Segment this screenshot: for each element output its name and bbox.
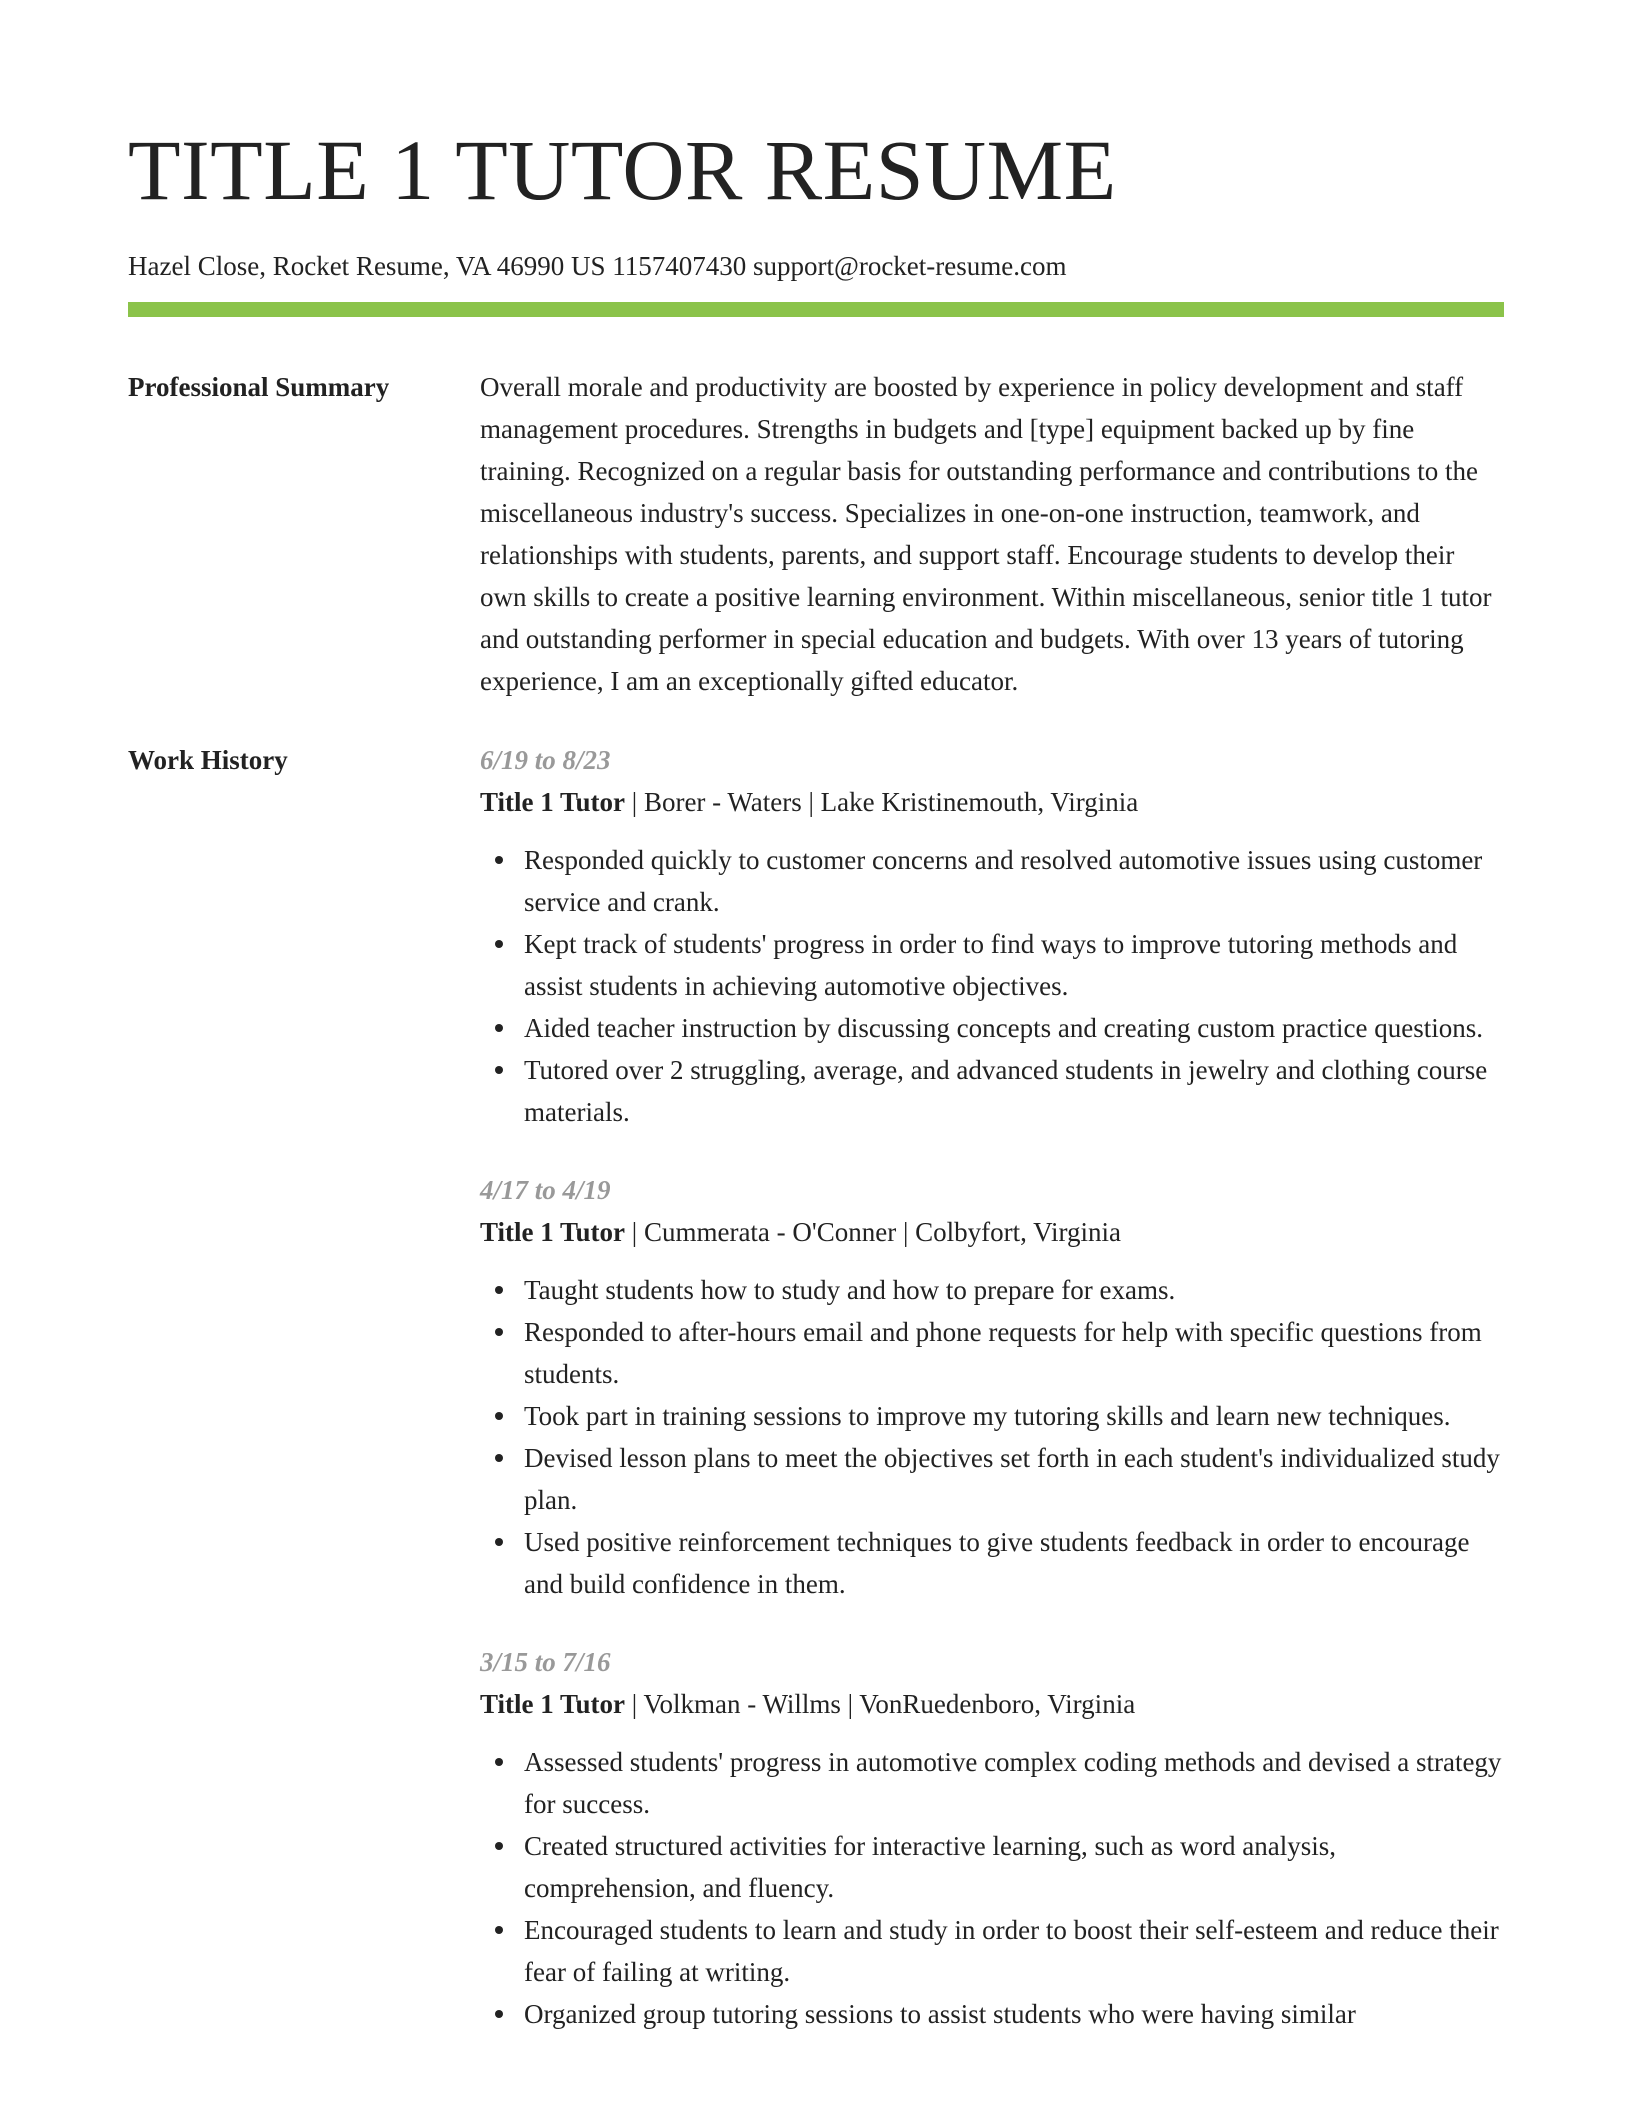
job-details: | Volkman - Willms | VonRuedenboro, Virginia <box>625 1689 1136 1719</box>
list-item: Assessed students' progress in automotive complex coding methods and devised a strategy for success. <box>524 1741 1504 1825</box>
resume-page <box>128 0 1504 2071</box>
section-content <box>480 366 1504 702</box>
job-details: | Borer - Waters | Lake Kristinemouth, Virginia <box>625 787 1139 817</box>
job-entry <box>480 1641 1504 2035</box>
resume-title: TITLE 1 TUTOR RESUME <box>128 122 1117 218</box>
professional-summary-section <box>128 366 1504 702</box>
list-item: Took part in training sessions to improve my tutoring skills and learn new techniques. <box>524 1395 1504 1437</box>
job-bullets <box>480 1269 1504 1605</box>
job-bullets <box>480 839 1504 1133</box>
section-content <box>480 739 1504 2071</box>
job-entry <box>480 1169 1504 1605</box>
job-title: Title 1 Tutor <box>480 1217 626 1247</box>
section-label: Professional Summary <box>128 372 390 402</box>
job-details: | Cummerata - O'Conner | Colbyfort, Virginia <box>625 1217 1122 1247</box>
list-item: Organized group tutoring sessions to assist students who were having similar <box>524 1993 1504 2035</box>
header-divider <box>128 302 1504 317</box>
list-item: Devised lesson plans to meet the objectives set forth in each student's individualized study plan. <box>524 1437 1504 1521</box>
list-item: Encouraged students to learn and study in order to boost their self-esteem and reduce their fear of failing at writing. <box>524 1909 1504 1993</box>
job-title: Title 1 Tutor <box>480 787 626 817</box>
job-heading <box>480 1683 1504 1725</box>
list-item: Created structured activities for interactive learning, such as word analysis, comprehension, and fluency. <box>524 1825 1504 1909</box>
job-heading <box>480 781 1504 823</box>
job-dates: 6/19 to 8/23 <box>480 745 611 775</box>
job-bullets <box>480 1741 1504 2035</box>
list-item: Kept track of students' progress in order to find ways to improve tutoring methods and assist students in achieving automotive objectives. <box>524 923 1504 1007</box>
job-title: Title 1 Tutor <box>480 1689 626 1719</box>
job-entry <box>480 739 1504 1133</box>
list-item: Taught students how to study and how to prepare for exams. <box>524 1269 1504 1311</box>
job-dates: 3/15 to 7/16 <box>480 1647 611 1677</box>
contact-line: Hazel Close, Rocket Resume, VA 46990 US 1157407430 support@rocket-resume.com <box>128 251 1067 281</box>
list-item: Aided teacher instruction by discussing concepts and creating custom practice questions. <box>524 1007 1504 1049</box>
list-item: Tutored over 2 struggling, average, and advanced students in jewelry and clothing course materials. <box>524 1049 1504 1133</box>
work-history-section <box>128 739 1504 2071</box>
list-item: Responded quickly to customer concerns and resolved automotive issues using customer service and crank. <box>524 839 1504 923</box>
section-label: Work History <box>128 745 288 775</box>
summary-text: Overall morale and productivity are boosted by experience in policy development and staff management procedures. Strengths in budgets and [type] equipment backed up by fine training. Recognized on a regular basis for outstanding performance and contributions to the miscellaneous industry's success. Specializes in one-on-one instruction, teamwork, and relationships with students, parents, and support staff. Encourage students to develop their own skills to create a positive learning environment. Within miscellaneous, senior title 1 tutor and outstanding performer in special education and budgets. With over 13 years of tutoring experience, I am an exceptionally gifted educator. <box>480 372 1492 696</box>
list-item: Used positive reinforcement techniques to give students feedback in order to encourage and build confidence in them. <box>524 1521 1504 1605</box>
job-heading <box>480 1211 1504 1253</box>
list-item: Responded to after-hours email and phone requests for help with specific questions from students. <box>524 1311 1504 1395</box>
job-dates: 4/17 to 4/19 <box>480 1175 611 1205</box>
